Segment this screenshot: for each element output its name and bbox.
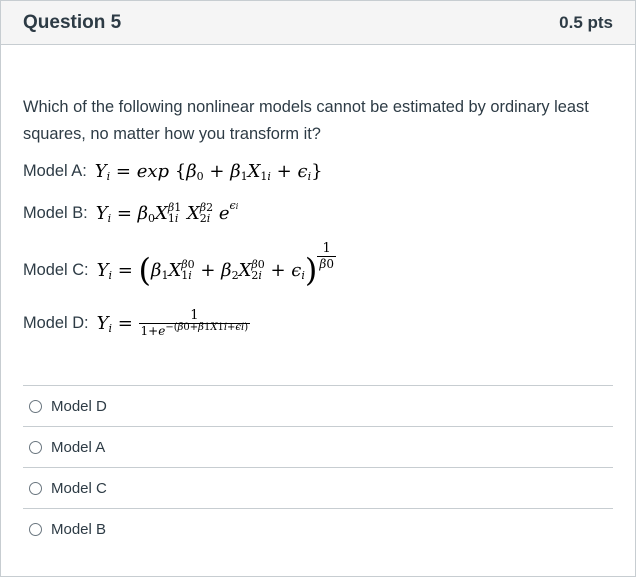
model-c-label: Model C:: [23, 260, 89, 279]
question-body: [1, 94, 635, 148]
answer-option[interactable]: [23, 385, 613, 426]
answer-option[interactable]: [23, 426, 613, 467]
radio-button[interactable]: [29, 523, 42, 536]
model-a-row: [23, 161, 323, 182]
model-a-label: Model A:: [23, 162, 87, 180]
radio-button[interactable]: [29, 482, 42, 495]
question-text: Which of the following nonlinear models cannot be estimated by ordinary least squares, no matter how you transform it?: [23, 98, 589, 143]
radio-button[interactable]: [29, 400, 42, 413]
question-header: [1, 1, 635, 45]
answer-label[interactable]: Model B: [51, 520, 107, 538]
answer-option[interactable]: [23, 467, 613, 508]
model-b-label: Model B:: [23, 203, 88, 222]
question-points: 0.5 pts: [559, 12, 613, 32]
model-b-row: [23, 198, 239, 225]
model-b-formula: Y i = β 0 X β1 1i X β2 2i e ϵi: [95, 198, 239, 225]
answer-label[interactable]: Model D: [51, 397, 107, 415]
model-c-row: [23, 241, 336, 289]
radio-button[interactable]: [29, 441, 42, 454]
answer-option[interactable]: [23, 508, 613, 549]
answer-label[interactable]: Model C: [51, 479, 107, 497]
model-a-formula: Y i = exp { β 0 + β 1 X 1i + ϵ i }: [94, 161, 323, 183]
question-title: Question 5: [23, 11, 122, 33]
answer-label[interactable]: Model A: [51, 438, 106, 456]
model-d-label: Model D:: [23, 313, 89, 332]
model-d-row: [23, 308, 250, 338]
model-d-formula: Y i = $\frac{1}{1+e^{-(\beta 0+\beta 1X1i+\epsilon i)}}$: [96, 308, 249, 338]
model-c-formula: Y i = ( β 1 X β0 1i + β 2 X β0 2i + ϵ i ) $\frac{1}{\beta 0}$: [96, 241, 334, 289]
answer-list: [23, 385, 613, 549]
